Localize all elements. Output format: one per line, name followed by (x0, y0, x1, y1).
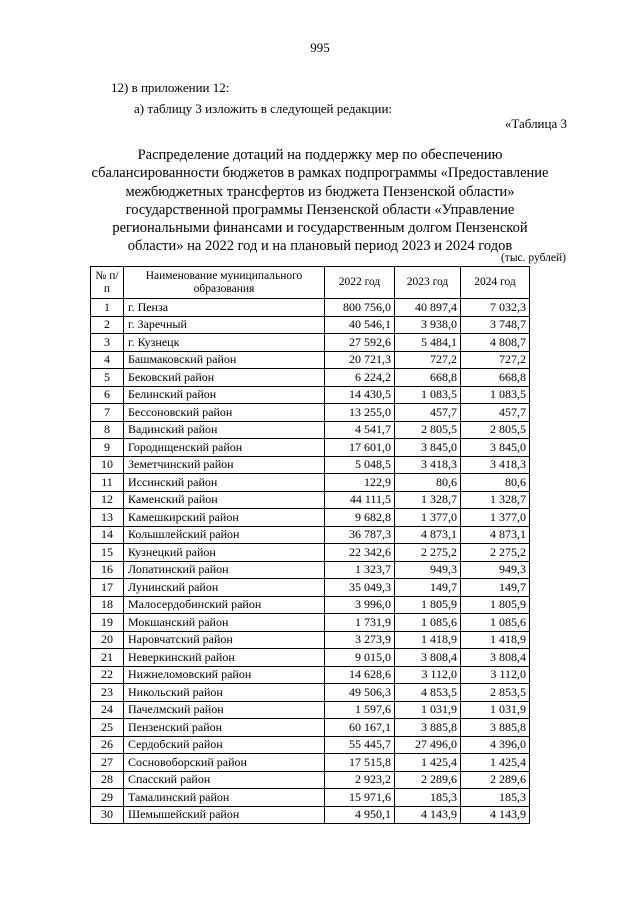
municipality-name: Белинский район (124, 386, 325, 404)
value-2022: 9 682,8 (325, 509, 395, 527)
municipality-name: Лунинский район (124, 579, 325, 597)
row-number: 4 (91, 351, 124, 369)
value-2023: 457,7 (395, 404, 461, 422)
page-number: 995 (310, 40, 330, 55)
value-2023: 3 938,0 (395, 316, 461, 334)
municipality-name: Иссинский район (124, 474, 325, 492)
table-row (91, 596, 530, 614)
value-2022: 4 950,1 (325, 806, 395, 824)
subsidy-table (90, 266, 530, 824)
row-number: 8 (91, 421, 124, 439)
row-number: 29 (91, 789, 124, 807)
value-2024: 3 748,7 (461, 316, 530, 334)
value-2022: 44 111,5 (325, 491, 395, 509)
value-2023: 27 496,0 (395, 736, 461, 754)
value-2023: 949,3 (395, 561, 461, 579)
value-2022: 1 731,9 (325, 614, 395, 632)
row-number: 15 (91, 544, 124, 562)
paragraph-item-12: 12) в приложении 12: (111, 80, 230, 95)
value-2023: 1 083,5 (395, 386, 461, 404)
value-2023: 3 885,8 (395, 719, 461, 737)
value-2024: 80,6 (461, 474, 530, 492)
value-2024: 1 328,7 (461, 491, 530, 509)
value-2022: 6 224,2 (325, 369, 395, 387)
row-number: 6 (91, 386, 124, 404)
value-2023: 3 112,0 (395, 666, 461, 684)
value-2023: 40 897,4 (395, 299, 461, 317)
row-number: 5 (91, 369, 124, 387)
table-row (91, 736, 530, 754)
value-2022: 3 996,0 (325, 596, 395, 614)
paragraph-subitem-a: а) таблицу 3 изложить в следующей редакции: (134, 101, 393, 116)
header-num: № п/п (91, 267, 124, 299)
title-line: межбюджетных трансфертов из бюджета Пензенской области» (125, 183, 515, 200)
header-2024: 2024 год (461, 267, 530, 299)
title-line: государственной программы Пензенской области «Управление (125, 201, 515, 218)
municipality-name: Тамалинский район (124, 789, 325, 807)
value-2023: 1 328,7 (395, 491, 461, 509)
value-2022: 22 342,6 (325, 544, 395, 562)
municipality-name: Камешкирский район (124, 509, 325, 527)
value-2022: 5 048,5 (325, 456, 395, 474)
value-2024: 1 418,9 (461, 631, 530, 649)
municipality-name: Мокшанский район (124, 614, 325, 632)
row-number: 19 (91, 614, 124, 632)
value-2023: 185,3 (395, 789, 461, 807)
value-2024: 4 143,9 (461, 806, 530, 824)
value-2023: 727,2 (395, 351, 461, 369)
table-row (91, 404, 530, 422)
value-2023: 3 808,4 (395, 649, 461, 667)
value-2022: 49 506,3 (325, 684, 395, 702)
value-2023: 80,6 (395, 474, 461, 492)
value-2024: 1 085,6 (461, 614, 530, 632)
value-2023: 1 425,4 (395, 754, 461, 772)
municipality-name: Лопатинский район (124, 561, 325, 579)
value-2023: 3 418,3 (395, 456, 461, 474)
row-number: 3 (91, 334, 124, 352)
value-2024: 2 853,5 (461, 684, 530, 702)
value-2023: 4 853,5 (395, 684, 461, 702)
row-number: 1 (91, 299, 124, 317)
row-number: 11 (91, 474, 124, 492)
value-2024: 3 885,8 (461, 719, 530, 737)
value-2023: 3 845,0 (395, 439, 461, 457)
municipality-name: г. Пенза (124, 299, 325, 317)
table-body (91, 299, 530, 824)
municipality-name: Никольский район (124, 684, 325, 702)
value-2024: 727,2 (461, 351, 530, 369)
table-row (91, 386, 530, 404)
value-2024: 2 289,6 (461, 771, 530, 789)
row-number: 21 (91, 649, 124, 667)
value-2023: 668,8 (395, 369, 461, 387)
table-row (91, 526, 530, 544)
municipality-name: Пачелмский район (124, 701, 325, 719)
municipality-name: Вадинский район (124, 421, 325, 439)
row-number: 28 (91, 771, 124, 789)
table-row (91, 439, 530, 457)
row-number: 16 (91, 561, 124, 579)
value-2022: 13 255,0 (325, 404, 395, 422)
row-number: 30 (91, 806, 124, 824)
row-number: 26 (91, 736, 124, 754)
value-2024: 7 032,3 (461, 299, 530, 317)
table-row (91, 771, 530, 789)
table-row (91, 299, 530, 317)
value-2024: 185,3 (461, 789, 530, 807)
value-2024: 1 083,5 (461, 386, 530, 404)
value-2024: 1 377,0 (461, 509, 530, 527)
row-number: 23 (91, 684, 124, 702)
value-2022: 15 971,6 (325, 789, 395, 807)
municipality-name: Нижнеломовский район (124, 666, 325, 684)
row-number: 17 (91, 579, 124, 597)
value-2024: 3 808,4 (461, 649, 530, 667)
units-note: (тыс. рублей) (500, 252, 566, 264)
municipality-name: Сердобский район (124, 736, 325, 754)
value-2022: 60 167,1 (325, 719, 395, 737)
header-2023: 2023 год (395, 267, 461, 299)
table-row (91, 456, 530, 474)
table-row (91, 474, 530, 492)
row-number: 22 (91, 666, 124, 684)
municipality-name: Неверкинский район (124, 649, 325, 667)
value-2022: 17 601,0 (325, 439, 395, 457)
table-row (91, 649, 530, 667)
table-row (91, 631, 530, 649)
value-2022: 40 546,1 (325, 316, 395, 334)
value-2022: 1 323,7 (325, 561, 395, 579)
value-2022: 2 923,2 (325, 771, 395, 789)
value-2023: 4 873,1 (395, 526, 461, 544)
header-2022: 2022 год (325, 267, 395, 299)
value-2024: 1 805,9 (461, 596, 530, 614)
value-2023: 1 377,0 (395, 509, 461, 527)
table-row (91, 614, 530, 632)
value-2024: 3 845,0 (461, 439, 530, 457)
table-row (91, 754, 530, 772)
value-2024: 3 418,3 (461, 456, 530, 474)
value-2024: 1 031,9 (461, 701, 530, 719)
value-2022: 14 628,6 (325, 666, 395, 684)
municipality-name: Колышлейский район (124, 526, 325, 544)
table-row (91, 351, 530, 369)
value-2023: 1 085,6 (395, 614, 461, 632)
row-number: 24 (91, 701, 124, 719)
row-number: 2 (91, 316, 124, 334)
table-row (91, 369, 530, 387)
value-2024: 4 808,7 (461, 334, 530, 352)
row-number: 18 (91, 596, 124, 614)
municipality-name: г. Заречный (124, 316, 325, 334)
value-2024: 149,7 (461, 579, 530, 597)
value-2023: 4 143,9 (395, 806, 461, 824)
municipality-name: Каменский район (124, 491, 325, 509)
municipality-name: Башмаковский район (124, 351, 325, 369)
value-2023: 1 805,9 (395, 596, 461, 614)
municipality-name: Наровчатский район (124, 631, 325, 649)
value-2022: 1 597,6 (325, 701, 395, 719)
value-2022: 20 721,3 (325, 351, 395, 369)
municipality-name: Сосновоборский район (124, 754, 325, 772)
table-row (91, 421, 530, 439)
value-2024: 2 805,5 (461, 421, 530, 439)
value-2022: 27 592,6 (325, 334, 395, 352)
row-number: 9 (91, 439, 124, 457)
table-row (91, 719, 530, 737)
document-title (60, 146, 580, 256)
value-2022: 3 273,9 (325, 631, 395, 649)
row-number: 27 (91, 754, 124, 772)
value-2022: 122,9 (325, 474, 395, 492)
value-2023: 1 418,9 (395, 631, 461, 649)
row-number: 25 (91, 719, 124, 737)
table-row (91, 579, 530, 597)
title-line: Распределение дотаций на поддержку мер по обеспечению (137, 147, 503, 163)
municipality-name: Бековский район (124, 369, 325, 387)
row-number: 10 (91, 456, 124, 474)
row-number: 14 (91, 526, 124, 544)
value-2023: 149,7 (395, 579, 461, 597)
value-2024: 949,3 (461, 561, 530, 579)
table-row (91, 491, 530, 509)
value-2022: 9 015,0 (325, 649, 395, 667)
value-2024: 4 873,1 (461, 526, 530, 544)
value-2022: 800 756,0 (325, 299, 395, 317)
value-2023: 2 275,2 (395, 544, 461, 562)
table-reference: «Таблица 3 (504, 116, 567, 131)
table-row (91, 544, 530, 562)
value-2022: 17 515,8 (325, 754, 395, 772)
value-2022: 35 049,3 (325, 579, 395, 597)
value-2024: 4 396,0 (461, 736, 530, 754)
value-2024: 1 425,4 (461, 754, 530, 772)
municipality-name: Бессоновский район (124, 404, 325, 422)
value-2024: 668,8 (461, 369, 530, 387)
table-row (91, 789, 530, 807)
table-header-row (91, 267, 530, 299)
value-2024: 3 112,0 (461, 666, 530, 684)
value-2022: 55 445,7 (325, 736, 395, 754)
header-name: Наименование муниципального образования (124, 267, 325, 299)
row-number: 7 (91, 404, 124, 422)
value-2023: 5 484,1 (395, 334, 461, 352)
title-line: региональными финансами и государственным долгом Пензенской (112, 220, 528, 237)
municipality-name: Шемышейский район (124, 806, 325, 824)
value-2024: 457,7 (461, 404, 530, 422)
title-line: сбалансированности бюджетов в рамках подпрограммы «Предоставление (91, 165, 549, 182)
row-number: 13 (91, 509, 124, 527)
value-2023: 2 289,6 (395, 771, 461, 789)
title-line: области» на 2022 год и на плановый период 2023 и 2024 годов (127, 238, 513, 255)
municipality-name: Малосердобинский район (124, 596, 325, 614)
table-row (91, 561, 530, 579)
municipality-name: Земетчинский район (124, 456, 325, 474)
table-row (91, 666, 530, 684)
municipality-name: Спасский район (124, 771, 325, 789)
table-row (91, 334, 530, 352)
value-2023: 1 031,9 (395, 701, 461, 719)
municipality-name: Кузнецкий район (124, 544, 325, 562)
value-2022: 36 787,3 (325, 526, 395, 544)
row-number: 12 (91, 491, 124, 509)
table-row (91, 701, 530, 719)
value-2022: 4 541,7 (325, 421, 395, 439)
table-row (91, 806, 530, 824)
table-row (91, 316, 530, 334)
value-2024: 2 275,2 (461, 544, 530, 562)
table-row (91, 509, 530, 527)
municipality-name: Городищенский район (124, 439, 325, 457)
value-2022: 14 430,5 (325, 386, 395, 404)
value-2023: 2 805,5 (395, 421, 461, 439)
municipality-name: Пензенский район (124, 719, 325, 737)
table-row (91, 684, 530, 702)
row-number: 20 (91, 631, 124, 649)
municipality-name: г. Кузнецк (124, 334, 325, 352)
